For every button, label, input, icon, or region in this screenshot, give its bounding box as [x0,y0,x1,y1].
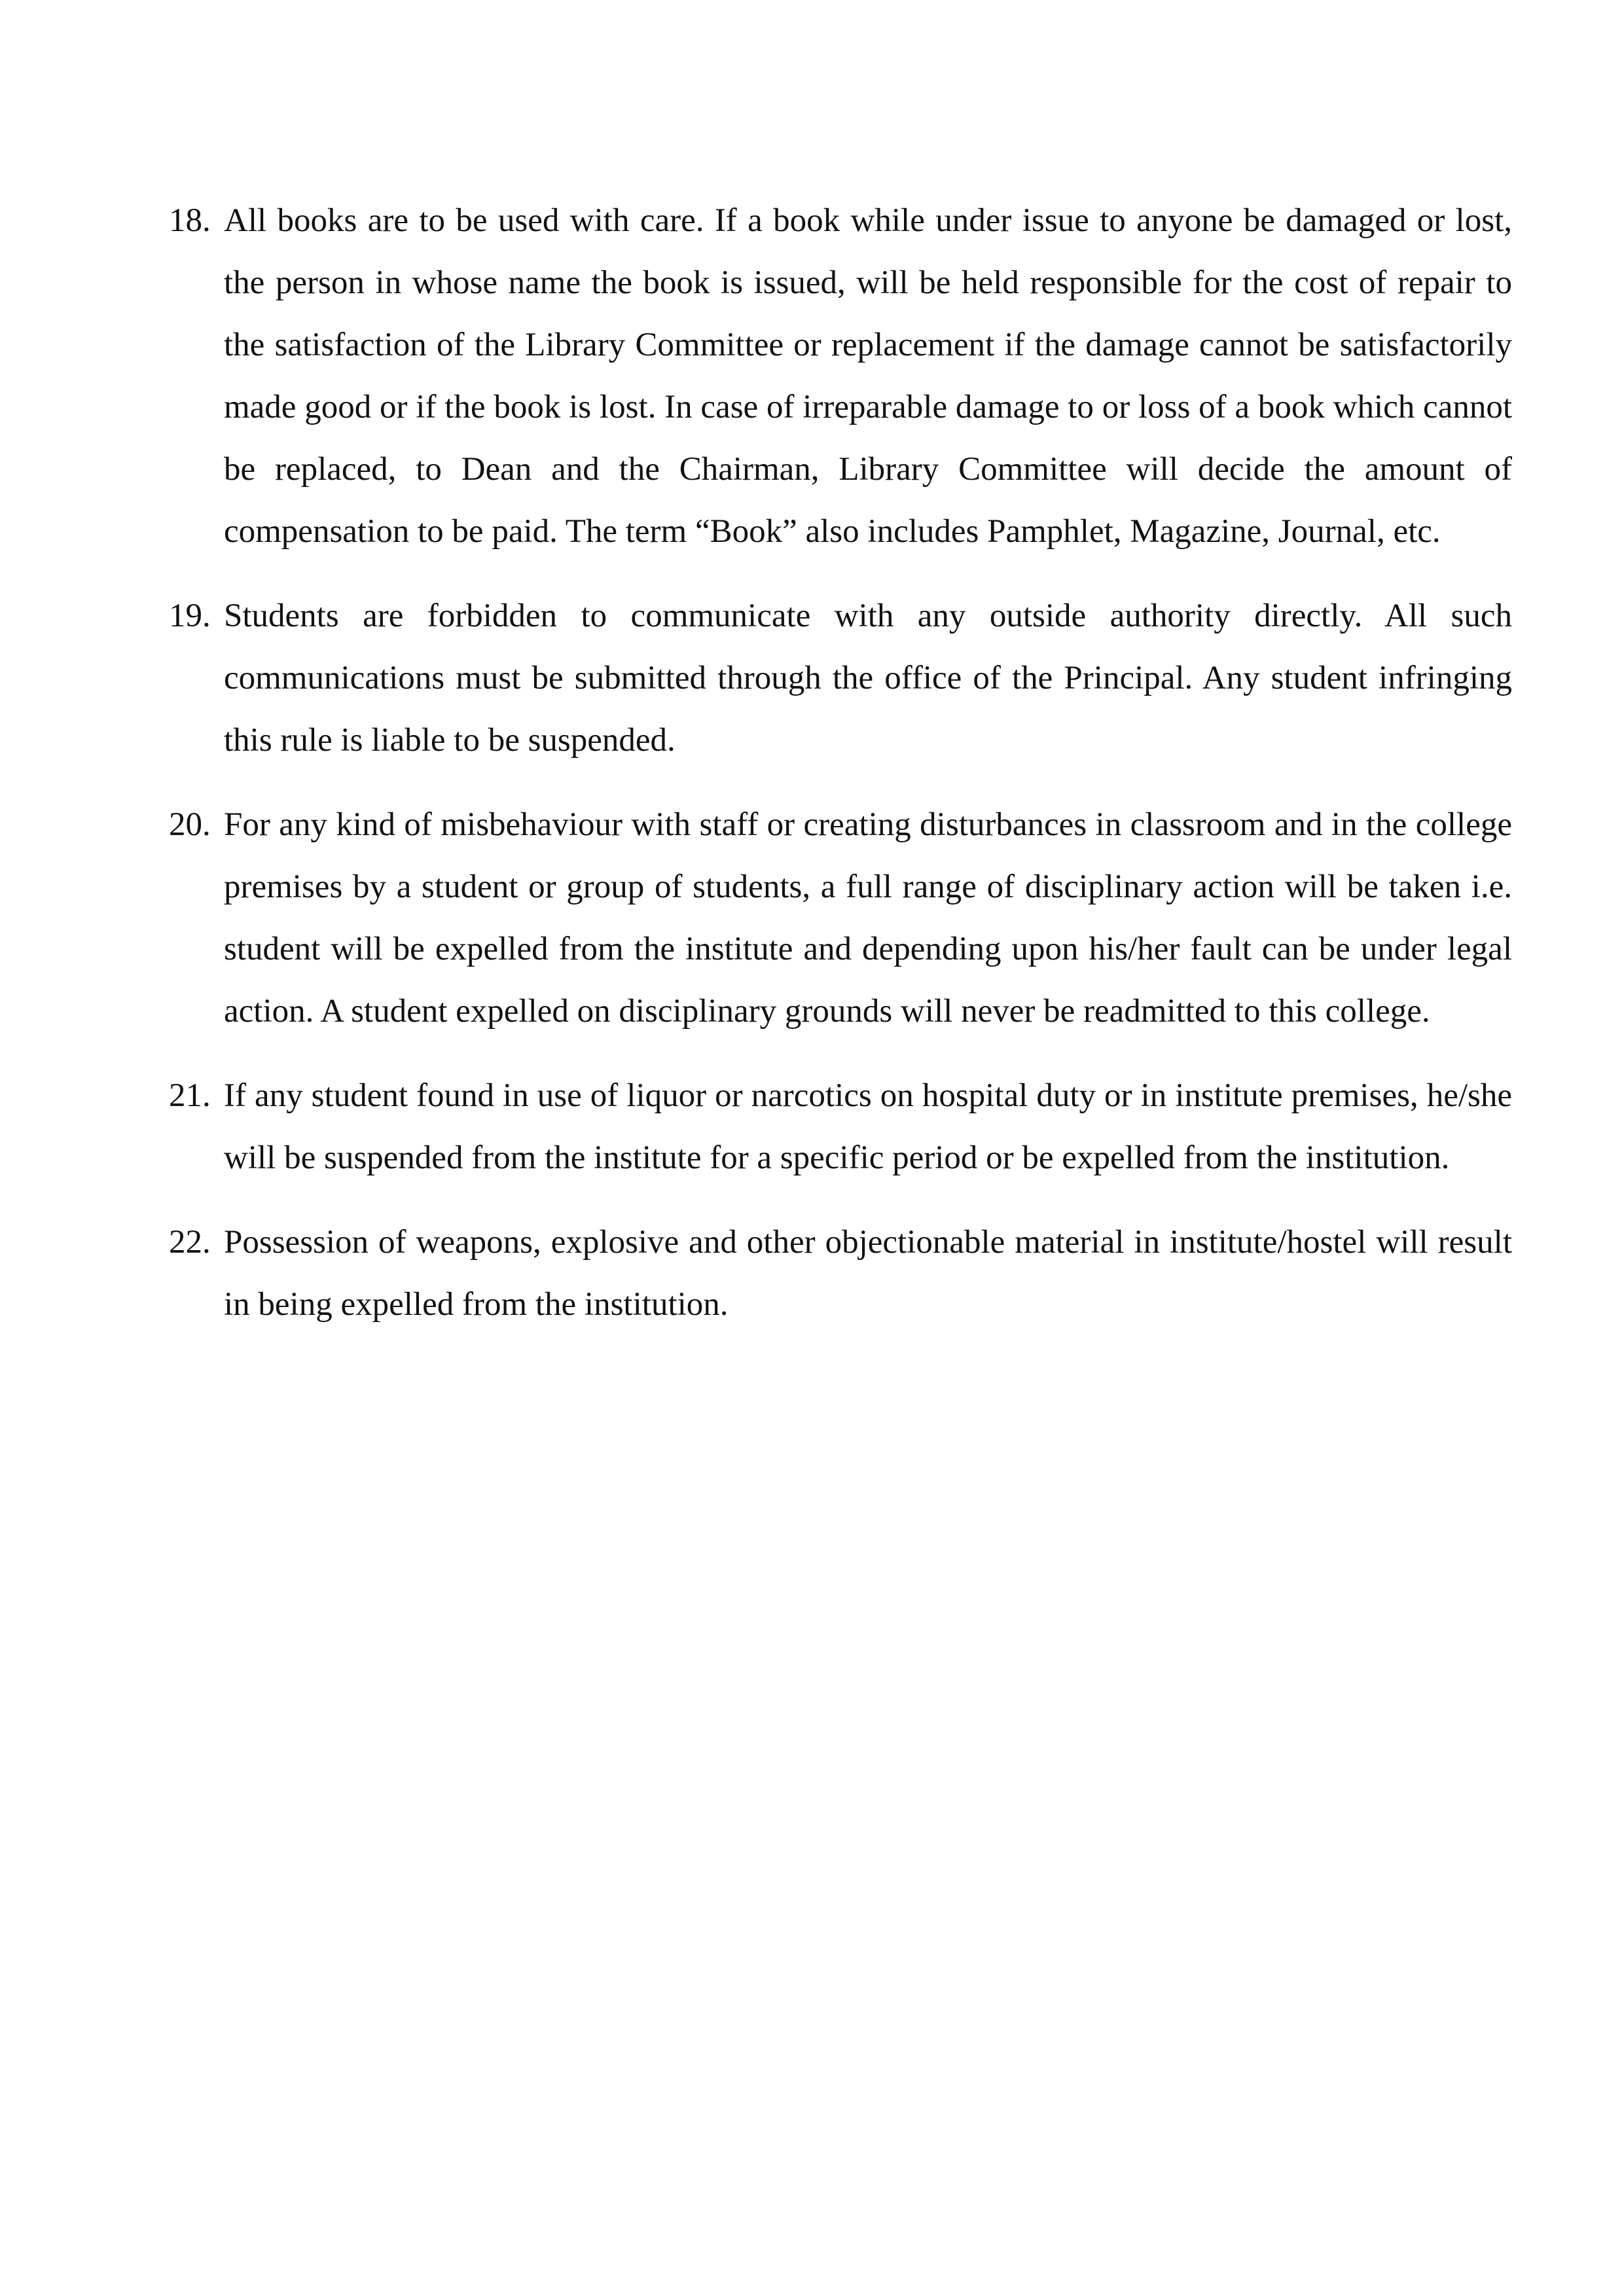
rule-item-20 [169,794,1512,1043]
rule-text: Students are forbidden to communicate with any outside authority directly. All such communications must be submitted through the office of the Principal. Any student infringing this rule is liable to be suspended. [224,598,1512,759]
rule-text: All books are to be used with care. If a book while under issue to anyone be damaged or lost, the person in whose name the book is issued, will be held responsible for the cost of repair to the satisfaction of the Library Committee or replacement if the damage cannot be satisfactorily made good or if the book is lost. In case of irreparable damage to or loss of a book which cannot be replaced, to Dean and the Chairman, Library Committee will decide the amount of compensation to be paid. The term “Book” also includes Pamphlet, Magazine, Journal, etc. [224,202,1512,550]
rule-text: For any kind of misbehaviour with staff or creating disturbances in classroom and in the college premises by a student or group of students, a full range of disciplinary action will be taken i.e. student will be expelled from the institute and depending upon his/her fault can be under legal action. A student expelled on disciplinary grounds will never be readmitted to this college. [224,806,1512,1030]
rule-number: 20. [169,806,211,843]
rule-number: 18. [169,202,211,239]
rule-number: 19. [169,598,211,634]
rules-list [169,190,1512,1358]
rule-item-22 [169,1211,1512,1336]
rule-text: If any student found in use of liquor or narcotics on hospital duty or in institute premises, he/she will be suspended from the institute for a specific period or be expelled from the institution. [224,1077,1512,1176]
rule-item-21 [169,1065,1512,1189]
rule-number: 21. [169,1077,211,1114]
rule-item-18 [169,190,1512,563]
rule-item-19 [169,585,1512,772]
rule-number: 22. [169,1224,211,1261]
rule-text: Possession of weapons, explosive and other objectionable material in institute/hostel will result in being expelled from the institution. [224,1224,1512,1323]
